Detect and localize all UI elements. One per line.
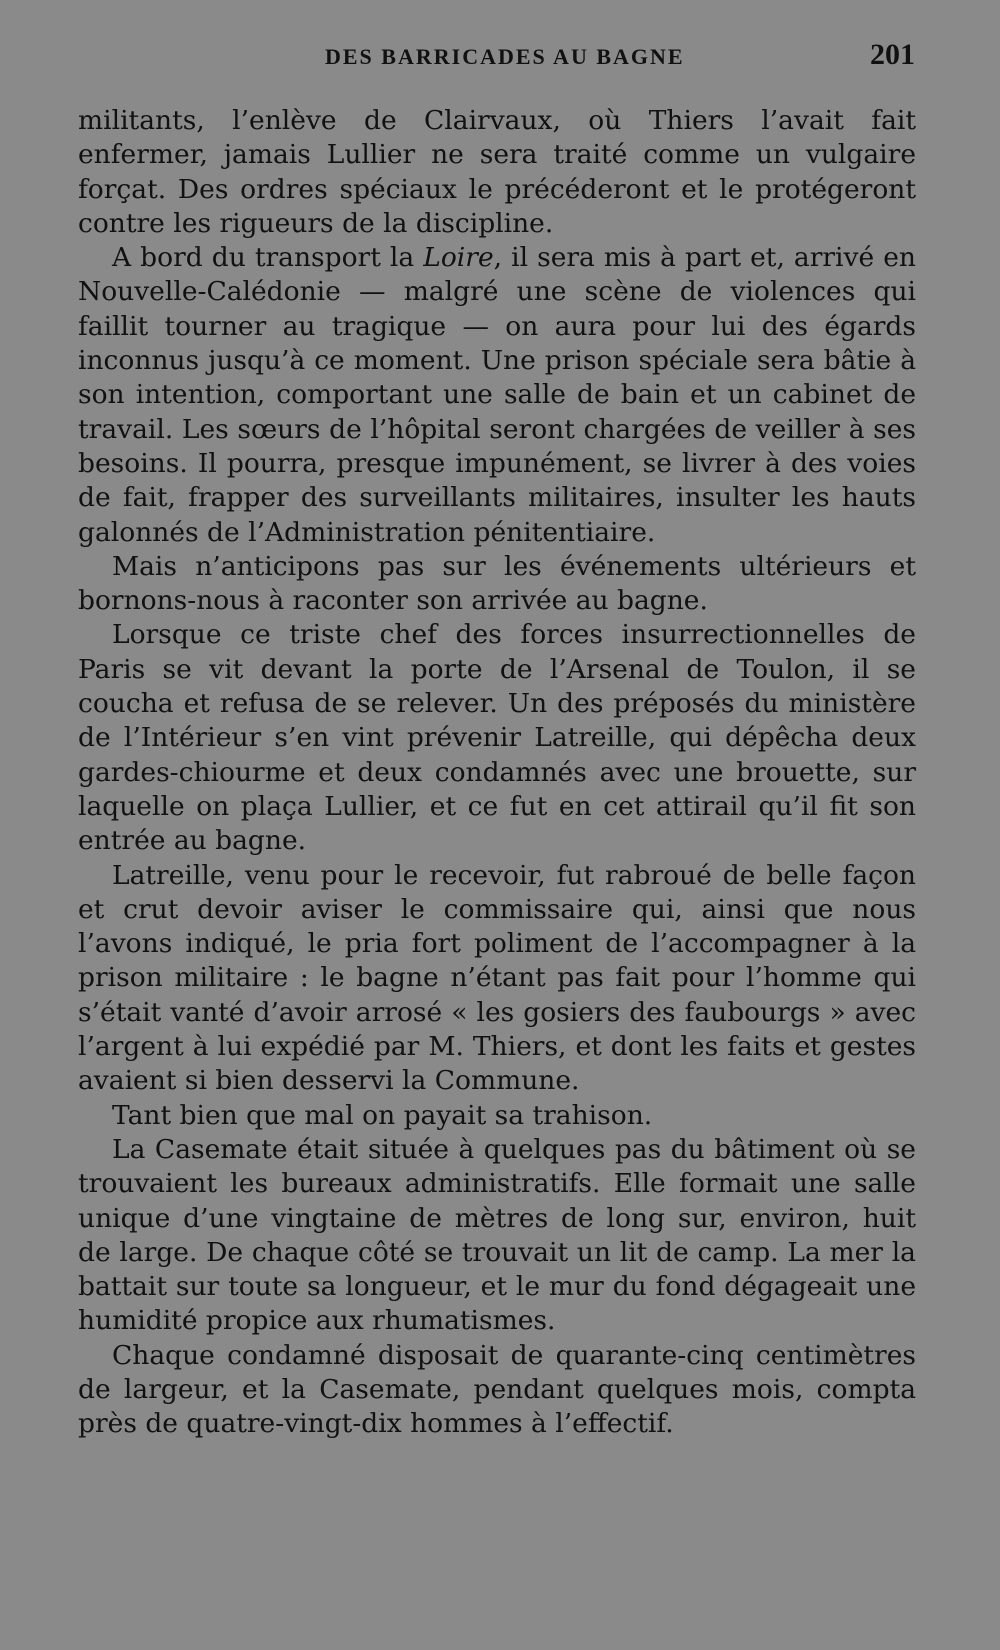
- paragraph-1: militants, l’enlève de Clairvaux, où Thiers l’avait fait enfermer, jamais Lullier ne sera traité comme un vulgaire forçat. Des ordres spéciaux le précéderont et le protégeront contre les rigueurs de la discipline.: [78, 105, 916, 239]
- paragraph-7: La Casemate était située à quelques pas du bâtiment où se trouvaient les bureaux administratifs. Elle formait une salle unique d’une vingtaine de mètres de long sur, environ, huit de large. De chaque côté se trouvait un lit de camp. La mer la battait sur toute sa longueur, et le mur du fond dégageait une humidité propice aux rhumatismes.: [78, 1133, 916, 1337]
- paragraph-2: [78, 241, 916, 550]
- page-number: 201: [870, 38, 915, 71]
- paragraph-2-before: A bord du transport la: [112, 242, 424, 274]
- paragraph-8: Chaque condamné disposait de quarante-cinq centimètres de largeur, et la Casemate, pendant quelques mois, compta près de quatre-vingt-dix hommes à l’effectif.: [78, 1339, 916, 1440]
- body-text: [78, 104, 916, 1442]
- running-header: [80, 38, 915, 78]
- paragraph-6: Tant bien que mal on payait sa trahison.: [112, 1099, 653, 1131]
- paragraph-3: Mais n’anticipons pas sur les événements ultérieurs et bornons-nous à raconter son arrivée au bagne.: [78, 550, 916, 617]
- paragraph-2-after: , il sera mis à part et, arrivé en Nouvelle-Calédonie — malgré une scène de violences qui faillit tourner au tragique — on aura pour lui des égards inconnus jusqu’à ce moment. Une prison spéciale sera bâtie à son intention, comportant une salle de bain et un cabinet de travail. Les sœurs de l’hôpital seront chargées de veiller à ses besoins. Il pourra, presque impunément, se livrer à des voies de fait, frapper des surveillants militaires, insulter les hauts galonnés de l’Administration pénitentiaire.: [78, 242, 916, 548]
- ship-name: Loire: [423, 242, 494, 274]
- paragraph-4: Lorsque ce triste chef des forces insurrectionnelles de Paris se vit devant la porte de l’Arsenal de Toulon, il se coucha et refusa de se relever. Un des préposés du ministère de l’Intérieur s’en vint prévenir Latreille, qui dépêcha deux gardes-chiourme et deux condamnés avec une brouette, sur laquelle on plaça Lullier, et ce fut en cet attirail qu’il fit son entrée au bagne.: [78, 619, 916, 857]
- paragraph-5: Latreille, venu pour le recevoir, fut rabroué de belle façon et crut devoir aviser le commissaire qui, ainsi que nous l’avons indiqué, le pria fort poliment de l’accompagner à la prison militaire : le bagne n’étant pas fait pour l’homme qui s’était vanté d’avoir arrosé « les gosiers des faubourgs » avec l’argent à lui expédié par M. Thiers, et dont les faits et gestes avaient si bien desservi la Commune.: [78, 859, 916, 1097]
- running-title: DES BARRICADES AU BAGNE: [325, 44, 685, 69]
